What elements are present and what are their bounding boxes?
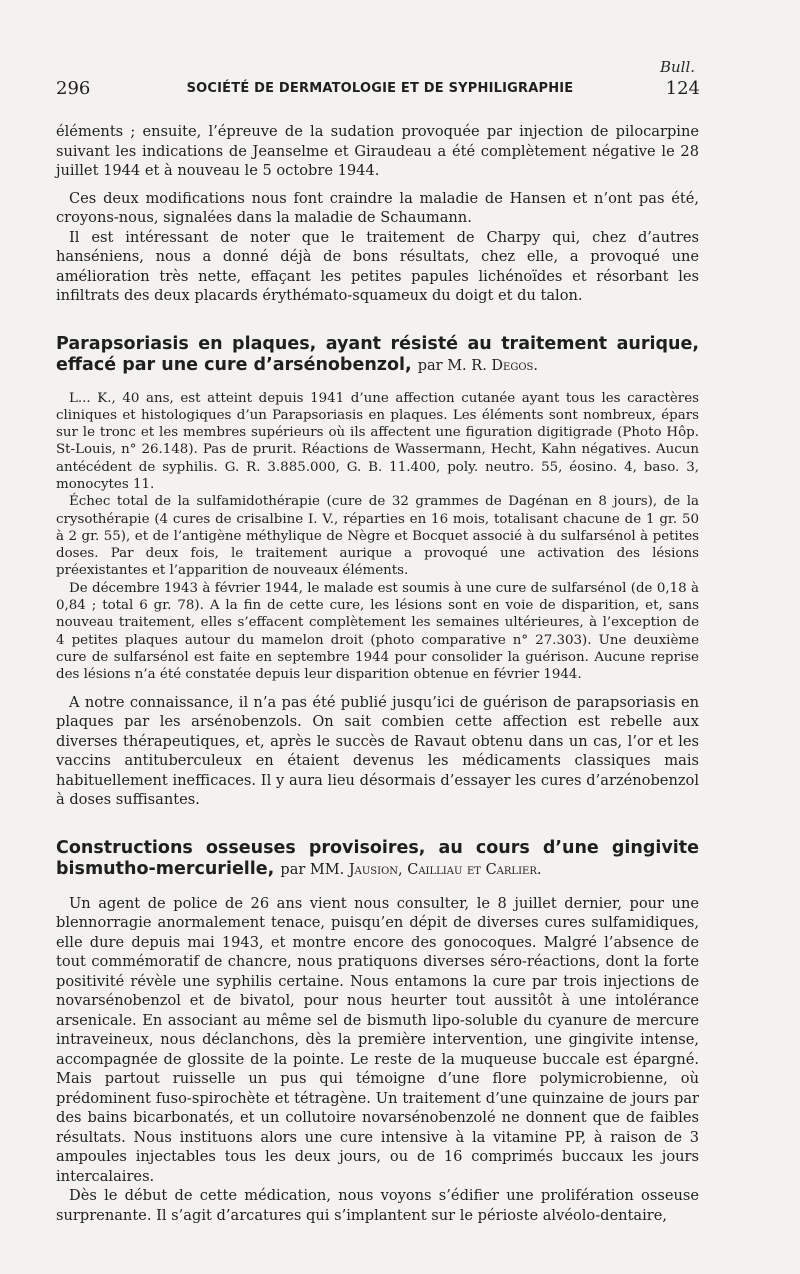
intro-paragraph-3: Il est intéressant de noter que le traitement de Charpy qui, chez d’autres hanséniens, nous a donné déjà de bons résultats, chez elle, a provoqué une amélioration très nette, effaçant les petites papules lichénoïdes et résorbant les infiltrats des deux placards érythémato-squameux du doigt et du talon. [56, 228, 699, 304]
intro-paragraph-1: éléments ; ensuite, l’épreuve de la sudation provoquée par injection de pilocarpine suivant les indications de Jeanselme et Giraudeau a été complètement négative le 28 juillet 1944 et à nouveau le 5 octobre 1944. [56, 123, 699, 179]
article-2-title-text: Constructions osseuses provisoires, au cours d’une gingivite bismutho-mercurielle, [56, 837, 699, 879]
page-number-left: 296 [56, 78, 91, 99]
journal-note: Bull. [660, 58, 696, 76]
page-header [56, 78, 704, 102]
article-2-byline [280, 862, 541, 878]
discussion-paragraph: A notre connaissance, il n’a pas été publié jusqu’ici de guérison de parapsoriasis en plaques par les arsénobenzols. On sait combien cette affection est rebelle aux diverses thérapeutiques, et, après le succès de Ravaut obtenu dans un cas, l’or et les vaccins antituberculeux en étaient devenus les médicaments classiques mais habituellement inefficaces. Il y aura lieu désormais d’essayer les cures d’arzénobenzol à doses suffisantes. [56, 693, 699, 809]
byline-prefix: par M. [417, 357, 467, 374]
article-1-title [56, 334, 699, 377]
page-number-right: 124 [665, 78, 700, 99]
article-2-title [56, 838, 699, 881]
case-paragraph-2: Échec total de la sulfamidothérapie (cure de 32 grammes de Dagénan en 8 jours), de la crysothérapie (4 cures de crisalbine I. V., réparties en 16 mois, totalisant chacune de 1 gr. 50 à 2 gr. 55), et de l’antigène méthylique de Nègre et Bocquet associé à du sulfarsénol à petites doses. Par deux fois, le traitement aurique a provoqué une activation des lésions préexistantes et l’apparition de nouveaux éléments. [56, 494, 699, 579]
article-1-title-text: Parapsoriasis en plaques, ayant résisté au traitement aurique, effacé par une cure d’arsénobenzol, [56, 333, 699, 375]
article-1-byline [418, 358, 538, 374]
case-paragraph-3: De décembre 1943 à février 1944, le malade est soumis à une cure de sulfarsénol (de 0,18 à 0,84 ; total 6 gr. 78). A la fin de cette cure, les lésions sont en voie de disparition, et, sans nouveau traitement, elles s’effacent complètement les semaines ultérieures, à l’exception de 4 petites plaques autour du mamelon droit (photo comparative n° 27.303). Une deuxième cure de sulfarsénol est faite en septembre 1944 pour consolider la guérison. Aucune reprise des lésions n’a été constatée depuis leur disparition obtenue en février 1944. [56, 580, 699, 683]
article-1-author: R. Degos. [471, 357, 538, 374]
article-2-paragraph-2: Dès le début de cette médication, nous voyons s’édifier une prolifération osseuse surprenante. Il s’agit d’arcatures qui s’implantent sur le périoste alvéolo-dentaire, [56, 1187, 699, 1224]
byline-prefix-2: par MM. [280, 861, 345, 878]
intro-paragraph-2: Ces deux modifications nous font craindre la maladie de Hansen et n’ont pas été, croyons-nous, signalées dans la maladie de Schaumann. [56, 189, 699, 226]
running-title: SOCIÉTÉ DE DERMATOLOGIE ET DE SYPHILIGRAPHIE [186, 81, 574, 96]
case-paragraph-1: L... K., 40 ans, est atteint depuis 1941 d’une affection cutanée ayant tous les caractères cliniques et histologiques d’un Parapsoriasis en plaques. Les éléments sont nombreux, épars sur le tronc et les membres supérieurs où ils affectent une figuration digitigrade (Photo Hôp. St-Louis, n° 26.148). Pas de prurit. Réactions de Wassermann, Hecht, Kahn négatives. Aucun antécédent de syphilis. G. R. 3.885.000, G. B. 11.400, poly. neutro. 55, éosino. 4, baso. 3, monocytes 11. [56, 390, 699, 492]
article-2-paragraph-1: Un agent de police de 26 ans vient nous consulter, le 8 juillet dernier, pour une blennorragie anormalement tenace, puisqu’en dépit de diverses cures sulfamidiques, elle dure depuis mai 1943, et montre encore des gonocoques. Malgré l’absence de tout commémoratif de chancre, nous pratiquons diverses séro-réactions, dont la forte positivité révèle une syphilis certaine. Nous entamons la cure par trois injections de novarsénobenzol et de bivatol, pour nous heurter tout aussitôt à une intolérance arsenicale. En associant au même sel de bismuth lipo-soluble du cyanure de mercure intraveineux, nous déclanchons, dès la première intervention, une gingivite intense, accompagnée de glossite de la pointe. Le reste de la muqueuse buccale est épargné. Mais partout ruisselle un pus qui témoigne d’une flore polymicrobienne, où prédominent fuso-spirochète et tétragène. Un traitement d’une quinzaine de jours par des bains bicarbonatés, et un collutoire novarsénobenzolé ne donnent que de faibles résultats. Nous instituons alors une cure intensive à la vitamine PP, à raison de 3 ampoules injectables tous les deux jours, ou de 16 comprimés buccaux les jours intercalaires. [56, 894, 699, 1185]
page-body [56, 122, 699, 1225]
article-2-authors: Jausion, Cailliau et Carlier. [348, 861, 542, 878]
